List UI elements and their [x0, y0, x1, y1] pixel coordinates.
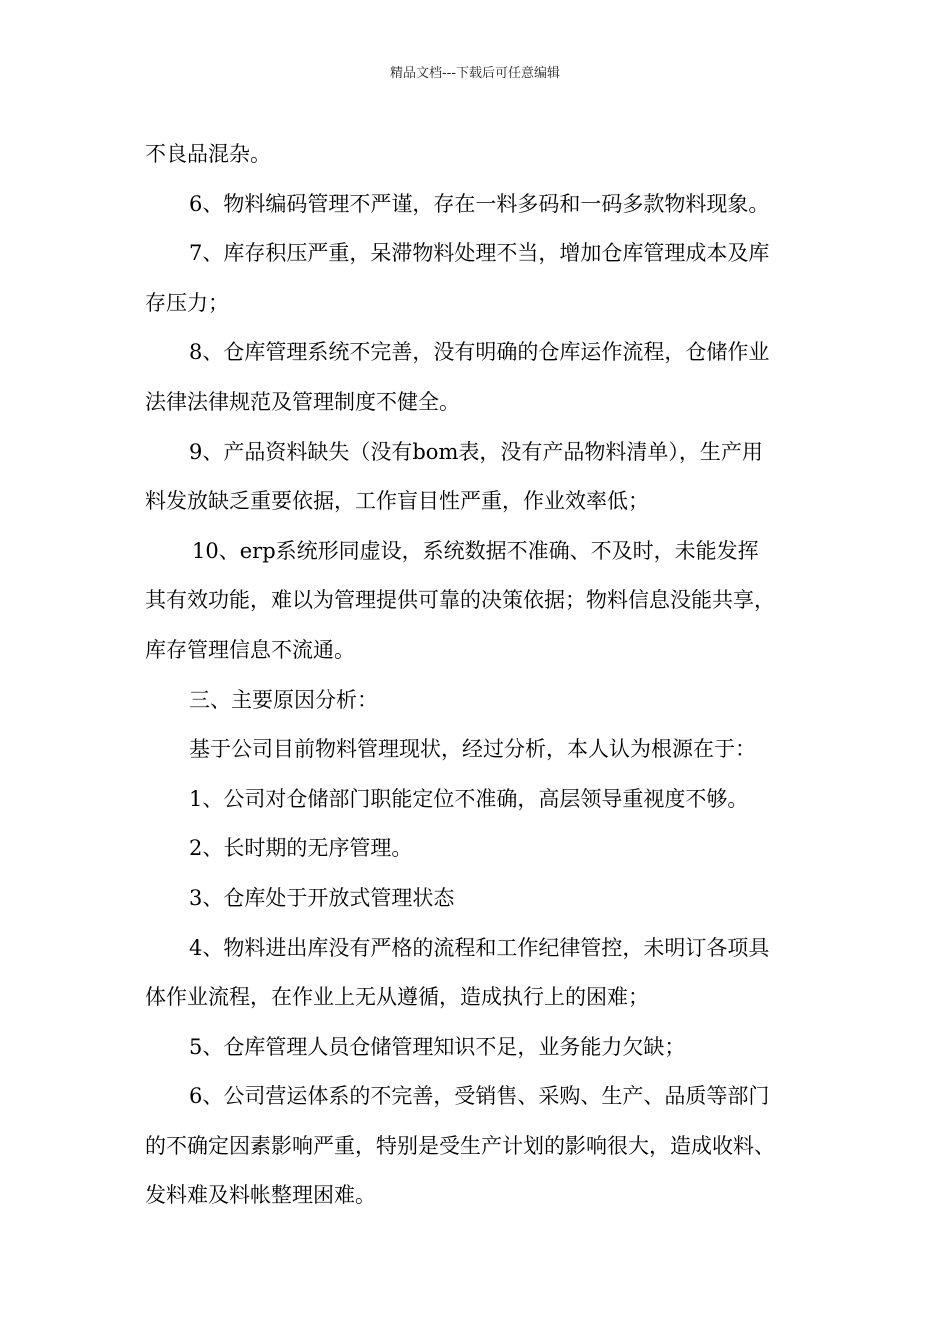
paragraph-line: 3、仓库处于开放式管理状态 [189, 885, 455, 910]
paragraph-line: 料发放缺乏重要依据，工作盲目性严重，作业效率低； [145, 489, 649, 514]
paragraph-line: 体作业流程，在作业上无从遵循，造成执行上的困难； [145, 985, 649, 1010]
paragraph-line: 法律法律规范及管理制度不健全。 [145, 389, 460, 414]
document-body [145, 130, 825, 1221]
paragraph-line: 5、仓库管理人员仓储管理知识不足，业务能力欠缺； [189, 1034, 686, 1059]
paragraph-line: 2、长时期的无序管理。 [189, 836, 413, 861]
paragraph-line: 基于公司目前物料管理现状，经过分析，本人认为根源在于： [189, 737, 756, 762]
paragraph-line: 6、物料编码管理不严谨，存在一料多码和一码多款物料现象。 [189, 191, 770, 216]
paragraph-line: 6、公司营运体系的不完善，受销售、采购、生产、品质等部门 [189, 1084, 770, 1109]
paragraph-line: 存压力； [145, 290, 229, 315]
paragraph-line: 库存管理信息不流通。 [145, 637, 355, 662]
paragraph-line: 发料难及料帐整理困难。 [145, 1183, 376, 1208]
paragraph-line: 7、库存积压严重，呆滞物料处理不当，增加仓库管理成本及库 [189, 241, 770, 266]
paragraph-line: 4、物料进出库没有严格的流程和工作纪律管控，未明订各项具 [189, 935, 770, 960]
paragraph-line: 10、erp系统形同虚设，系统数据不准确、不及时，未能发挥 [192, 538, 759, 563]
paragraph-line: 不良品混杂。 [145, 142, 271, 166]
section-heading: 三、主要原因分析： [189, 687, 378, 712]
page-header: 精品文档---下载后可任意编辑 [389, 66, 561, 81]
paragraph-line: 其有效功能，难以为管理提供可靠的决策依据；物料信息没能共享， [145, 588, 775, 613]
paragraph-line: 1、公司对仓储部门职能定位不准确，高层领导重视度不够。 [189, 786, 749, 811]
paragraph-line: 8、仓库管理系统不完善，没有明确的仓库运作流程，仓储作业 [189, 340, 770, 365]
paragraph-line: 9、产品资料缺失（没有bom表，没有产品物料清单），生产用 [189, 439, 763, 464]
paragraph-line: 的不确定因素影响严重，特别是受生产计划的影响很大，造成收料、 [145, 1133, 775, 1158]
